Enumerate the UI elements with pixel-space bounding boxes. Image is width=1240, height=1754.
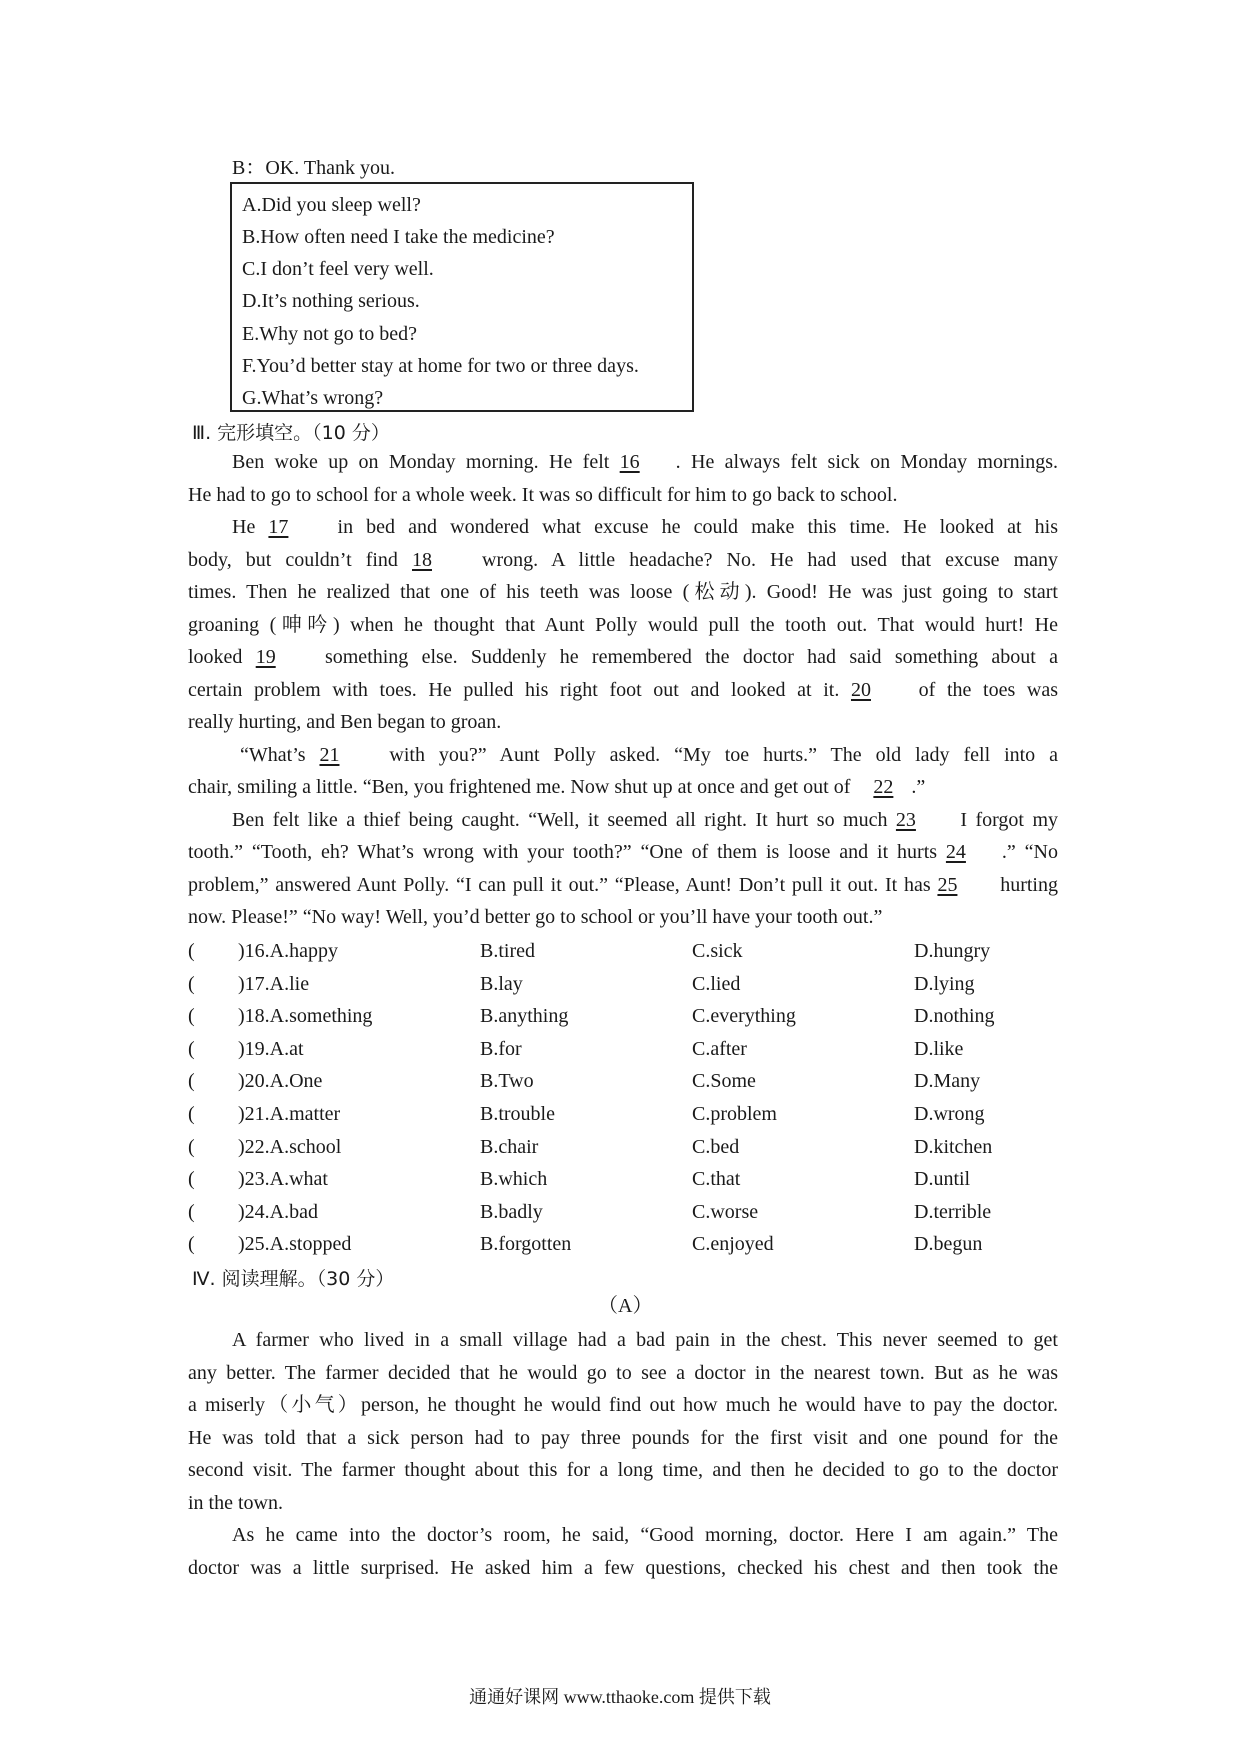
- cloze-text: He had to go to school for a whole week. It was so difficult for him to go back to school.: [188, 484, 898, 506]
- cloze-line: [188, 842, 1058, 862]
- cloze-line: [240, 745, 1058, 765]
- cloze-text: times. Then he realized that one of his teeth was loose (松动). Good! He was just going to start: [188, 581, 1058, 603]
- reading-line: He was told that a sick person had to pay three pounds for the first visit and one pound for the: [188, 1427, 1058, 1449]
- question-row: [188, 1038, 1058, 1062]
- cloze-text: body, but couldn’t find: [188, 549, 412, 571]
- option-a: )24.A.bad: [238, 1200, 318, 1223]
- cloze-line: [188, 615, 1058, 635]
- cloze-text: certain problem with toes. He pulled his right foot out and looked at it.: [188, 679, 851, 701]
- option-c: C.bed: [692, 1135, 740, 1158]
- reading-line: in the town.: [188, 1492, 283, 1514]
- option-a: )18.A.something: [238, 1005, 373, 1028]
- option-d: D.Many: [914, 1070, 981, 1093]
- cloze-blank: 22: [873, 776, 894, 798]
- option-c: C.everything: [692, 1005, 796, 1028]
- option-c: C.Some: [692, 1070, 756, 1093]
- page-footer: 通通好课网 www.tthaoke.com 提供下载: [469, 1687, 771, 1707]
- option-d: D.begun: [914, 1233, 983, 1256]
- option-c: C.enjoyed: [692, 1233, 774, 1256]
- answer-paren: (: [188, 1168, 195, 1191]
- option-b: B.lay: [480, 972, 523, 995]
- option-d: D.wrong: [914, 1103, 985, 1125]
- cloze-text: “What’s: [240, 744, 320, 766]
- cloze-text: problem,” answered Aunt Polly. “I can pull it out.” “Please, Aunt! Don’t pull it out. It has: [188, 874, 938, 896]
- answer-paren: (: [188, 1005, 195, 1028]
- option-c: C.worse: [692, 1200, 759, 1223]
- option-b: B.for: [480, 1037, 522, 1060]
- option-box: [230, 182, 694, 412]
- cloze-text: . He always felt sick on Monday mornings.: [675, 451, 1058, 473]
- option-d: D.like: [914, 1037, 964, 1060]
- answer-paren: (: [188, 1200, 195, 1223]
- cloze-blank: 23: [895, 809, 916, 831]
- option-a: A.Did you sleep well?: [242, 194, 421, 216]
- cloze-text: now. Please!” “No way! Well, you’d better go to school or you’ll have your tooth out.”: [188, 906, 883, 928]
- dialogue-line: B：OK. Thank you.: [232, 157, 395, 179]
- question-row: [188, 1005, 1058, 1029]
- option-d: D.until: [914, 1168, 971, 1191]
- reading-line: any better. The farmer decided that he would go to see a doctor in the nearest town. But as he was: [188, 1362, 1058, 1384]
- answer-paren: (: [188, 1103, 195, 1125]
- option-b: B.badly: [480, 1200, 543, 1223]
- cloze-line: [188, 907, 882, 927]
- answer-paren: (: [188, 972, 195, 995]
- option-a: )17.A.lie: [238, 972, 310, 995]
- cloze-text: I forgot my: [951, 809, 1058, 831]
- cloze-text: .” “No: [1001, 841, 1058, 863]
- option-a: )21.A.matter: [238, 1103, 341, 1125]
- cloze-line: [232, 452, 1058, 472]
- option-b: B.chair: [480, 1135, 539, 1158]
- option-a: )19.A.at: [238, 1037, 304, 1060]
- cloze-text: looked: [188, 646, 256, 668]
- cloze-text: something else. Suddenly he remembered the doctor had said something about a: [311, 646, 1058, 668]
- cloze-text: tooth.” “Tooth, eh? What’s wrong with your tooth?” “One of them is loose and it hurts: [188, 841, 946, 863]
- cloze-line: [188, 680, 1058, 700]
- question-row: [188, 1136, 1058, 1160]
- cloze-line: [232, 810, 1058, 830]
- cloze-blank: 21: [319, 744, 340, 766]
- answer-paren: (: [188, 1135, 195, 1158]
- reading-line: second visit. The farmer thought about this for a long time, and then he decided to go to the doctor: [188, 1459, 1058, 1481]
- cloze-line: [232, 517, 1058, 537]
- cloze-text: really hurting, and Ben began to groan.: [188, 711, 502, 733]
- passage-label: （A）: [598, 1295, 653, 1317]
- question-row: [188, 1233, 1058, 1257]
- cloze-line: [188, 550, 1058, 570]
- cloze-text: groaning (呻吟) when he thought that Aunt Polly would pull the tooth out. That would hurt! He: [188, 614, 1058, 636]
- option-a: )16.A.happy: [238, 940, 338, 962]
- option-b: B.anything: [480, 1005, 569, 1028]
- cloze-text: hurting: [993, 874, 1058, 896]
- cloze-text: of the toes was: [906, 679, 1058, 701]
- option-b: B.How often need I take the medicine?: [242, 226, 555, 248]
- option-c: C.that: [692, 1168, 741, 1191]
- option-d: D.lying: [914, 972, 975, 995]
- option-d: D.It’s nothing serious.: [242, 290, 420, 312]
- cloze-line: [188, 712, 501, 732]
- option-d: D.kitchen: [914, 1135, 993, 1158]
- option-b: B.which: [480, 1168, 548, 1191]
- reading-line: a miserly（小气）person, he thought he would find out how much he would have to pay the doctor.: [188, 1394, 1058, 1416]
- option-a: )25.A.stopped: [238, 1233, 352, 1256]
- option-g: G.What’s wrong?: [242, 387, 384, 409]
- option-c: C.lied: [692, 972, 741, 995]
- question-row: [188, 1168, 1058, 1192]
- option-d: D.hungry: [914, 940, 991, 962]
- option-a: )20.A.One: [238, 1070, 323, 1093]
- cloze-line: [188, 875, 1058, 895]
- cloze-blank: 17: [268, 516, 289, 538]
- option-c: C.sick: [692, 940, 743, 962]
- cloze-blank: 20: [850, 679, 871, 701]
- reading-line: A farmer who lived in a small village had a bad pain in the chest. This never seemed to get: [232, 1329, 1058, 1351]
- cloze-text: with you?” Aunt Polly asked. “My toe hurts.” The old lady fell into a: [375, 744, 1058, 766]
- cloze-text: Ben felt like a thief being caught. “Well, it seemed all right. It hurt so much: [232, 809, 896, 831]
- section-3-title: Ⅲ. 完形填空。（10 分）: [192, 422, 390, 444]
- answer-paren: (: [188, 1233, 195, 1256]
- cloze-text: He: [232, 516, 269, 538]
- cloze-line: [188, 485, 897, 505]
- cloze-blank: 25: [937, 874, 958, 896]
- cloze-text: chair, smiling a little. “Ben, you frightened me. Now shut up at once and get out of: [188, 776, 856, 798]
- option-a: )22.A.school: [238, 1135, 342, 1158]
- reading-line: doctor was a little surprised. He asked him a few questions, checked his chest and then took the: [188, 1557, 1058, 1579]
- question-row: [188, 973, 1058, 997]
- section-4-title: Ⅳ. 阅读理解。（30 分）: [192, 1268, 395, 1290]
- cloze-blank: 16: [619, 451, 640, 473]
- question-row: [188, 1070, 1058, 1094]
- cloze-text: .”: [911, 776, 926, 798]
- answer-paren: (: [188, 1070, 195, 1093]
- cloze-text: in bed and wondered what excuse he could make this time. He looked at his: [324, 516, 1058, 538]
- option-d: D.nothing: [914, 1005, 995, 1028]
- cloze-blank: 19: [255, 646, 276, 668]
- option-b: B.Two: [480, 1070, 534, 1093]
- question-row: [188, 1201, 1058, 1225]
- answer-paren: (: [188, 1037, 195, 1060]
- option-b: B.tired: [480, 940, 535, 962]
- option-c: C.I don’t feel very well.: [242, 258, 434, 280]
- cloze-blank: 18: [412, 549, 432, 571]
- option-f: F.You’d better stay at home for two or three days.: [242, 355, 639, 377]
- cloze-blank: 24: [945, 841, 966, 863]
- option-b: B.forgotten: [480, 1233, 572, 1256]
- cloze-text: Ben woke up on Monday morning. He felt: [232, 451, 620, 473]
- option-e: E.Why not go to bed?: [242, 323, 417, 345]
- option-c: C.after: [692, 1037, 747, 1060]
- reading-line: As he came into the doctor’s room, he said, “Good morning, doctor. Here I am again.” The: [232, 1524, 1058, 1546]
- option-a: )23.A.what: [238, 1168, 328, 1191]
- cloze-line: [188, 582, 1058, 602]
- option-b: B.trouble: [480, 1103, 555, 1125]
- cloze-line: [188, 647, 1058, 667]
- cloze-line: [188, 777, 925, 797]
- question-row: [188, 940, 1058, 964]
- answer-paren: (: [188, 940, 195, 962]
- question-row: [188, 1103, 1058, 1127]
- option-d: D.terrible: [914, 1200, 992, 1223]
- cloze-text: wrong. A little headache? No. He had used that excuse many: [468, 549, 1059, 571]
- option-c: C.problem: [692, 1103, 777, 1125]
